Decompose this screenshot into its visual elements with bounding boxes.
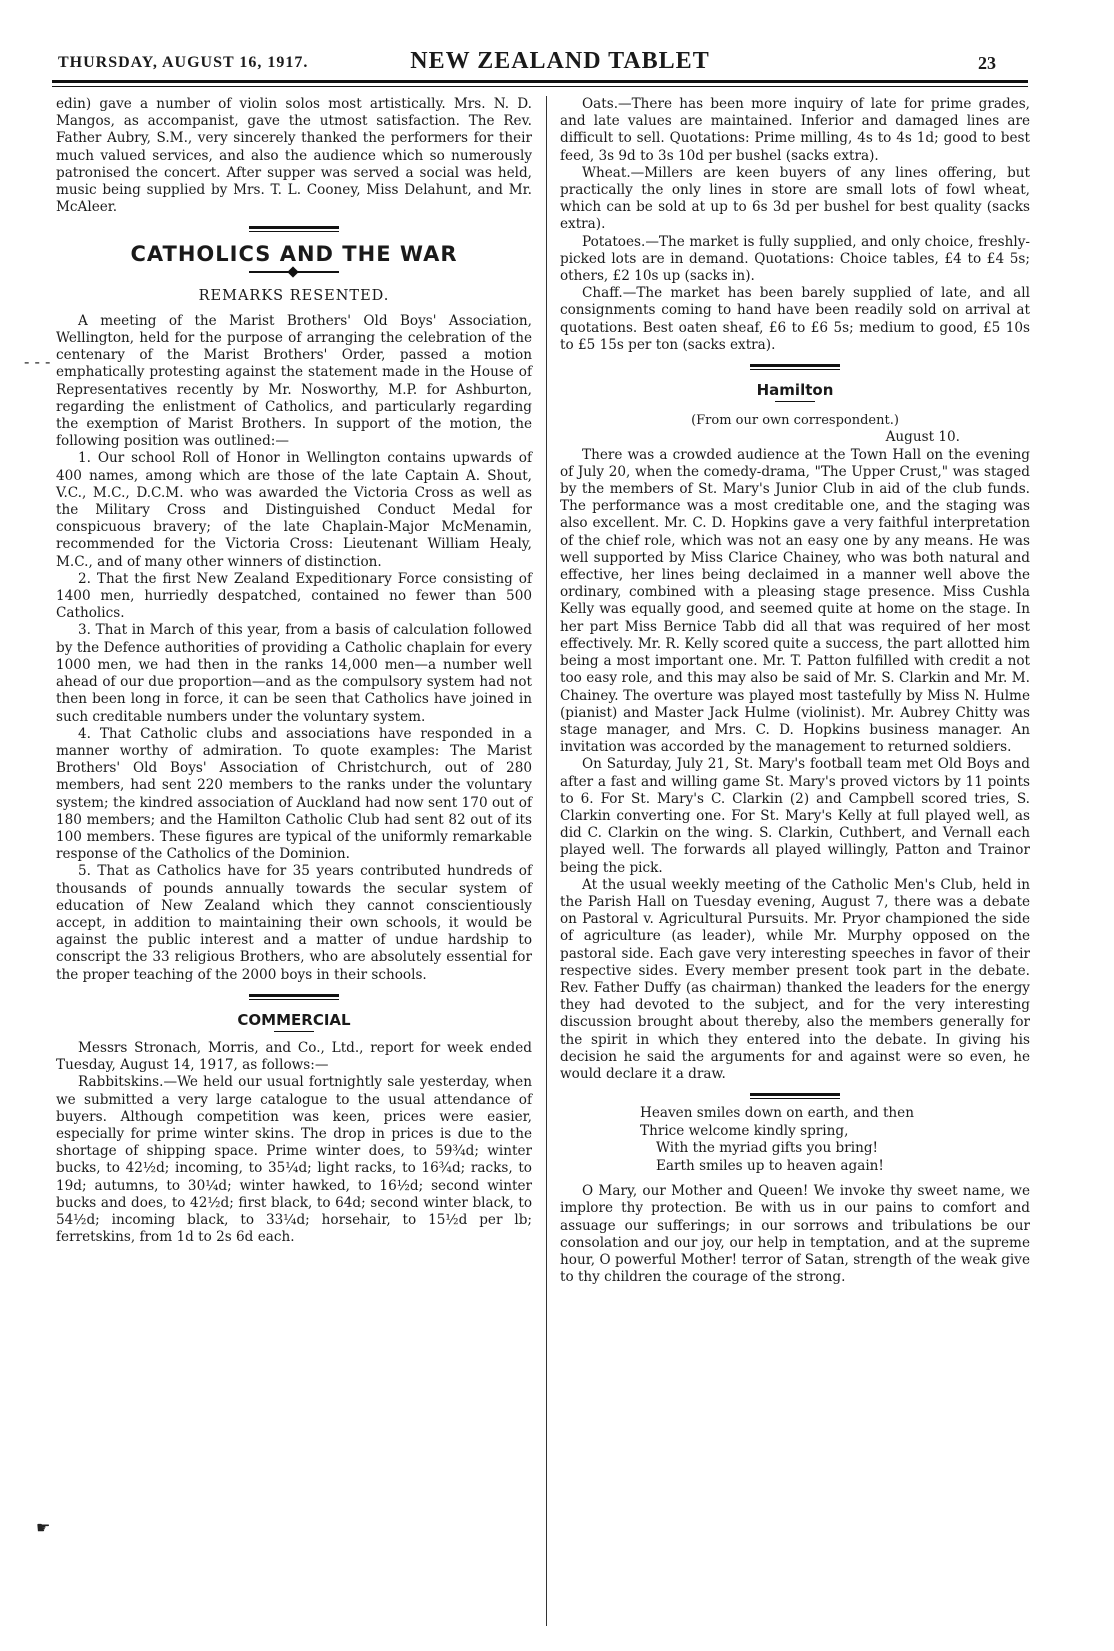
- title-underline: [274, 1031, 314, 1032]
- poem-line: Earth smiles up to heaven again!: [656, 1157, 884, 1174]
- header-date: THURSDAY, AUGUST 16, 1917.: [58, 54, 309, 71]
- article-paragraph: 3. That in March of this year, from a basis of calculation followed by the Defence authorities of providing a Catholic chaplain for every 1000 men, we had then in the ranks 14,000 men—a number well ahead of our due proportion—and as the compulsory system had not then been long in force, it can be seen that Catholics have joined in such creditable numbers under the voluntary system.: [56, 622, 532, 725]
- commercial-paragraph: Chaff.—The market has been barely supplied of late, and all consignments coming to hand have been readily sold on arrival at quotations. Best oaten sheaf, £6 to £6 5s; medium to good, £5 10s to £5 15s per ton (sacks extra).: [560, 285, 1030, 353]
- article-paragraph: Rabbitskins.—We held our usual fortnightly sale yesterday, when we submitted a very large catalogue to the usual attendance of buyers. Although competition was keen, prices were easier, especially for prime winter skins. The drop in prices is due to the shortage of shipping space. Prime winter does, to 59¾d; winter bucks, to 42½d; incoming, to 35¼d; light racks, to 16¾d; racks, to 19d; autumns, to 30¼d; winter hawked, to 16½d; second winter bucks and does, to 42½d; first black, to 64d; second winter black, to 54½d; incoming black, to 33¼d; horsehair, to 15½d per lb; ferretskins, from 1d to 2s 6d each.: [56, 1074, 532, 1246]
- section-divider: [750, 1093, 840, 1099]
- article-paragraph: A meeting of the Marist Brothers' Old Boys' Association, Wellington, held for the purpose of arranging the celebration of the centenary of the Marist Brothers' Order, passed a motion emphatically protesting against the statement made in the House of Representatives recently by Mr. Nosworthy, M.P. for Ashburton, regarding the enlistment of Catholics, and particularly regarding the exemption of Marist Brothers. In support of the motion, the following position was outlined:—: [56, 312, 532, 450]
- section-divider: [249, 226, 339, 232]
- commercial-paragraph: Potatoes.—The market is fully supplied, and only choice, freshly-picked lots are in demand. Quotations: Choice tables, £4 to £4 5s; others, £2 10s up (sacks in).: [560, 233, 1030, 285]
- right-column: [560, 96, 1030, 1286]
- poem-line: Thrice welcome kindly spring,: [640, 1122, 849, 1139]
- article-subtitle: REMARKS RESENTED.: [198, 287, 390, 304]
- title-ornament: [249, 268, 339, 276]
- header-rule-thin: [52, 86, 1028, 87]
- article-paragraph: 2. That the first New Zealand Expeditionary Force consisting of 1400 men, hurriedly despatched, contained no fewer than 500 Catholics.: [56, 570, 532, 622]
- intro-paragraph: edin) gave a number of violin solos most artistically. Mrs. N. D. Mangos, as accompanist, gave the utmost satisfaction. The Rev. Father Aubry, S.M., very sincerely thanked the performers for their much valued services, and also the audience which so numerously patronised the concert. After supper was served a social was held, music being supplied by Mrs. T. L. Cooney, Miss Delahunt, and Mr. McAleer.: [56, 96, 532, 216]
- article-paragraph: 5. That as Catholics have for 35 years contributed hundreds of thousands of pounds annually towards the secular system of education of New Zealand which they cannot conscientiously accept, in addition to maintaining their own schools, it would be against the public interest and a matter of undue hardship to conscript the 33 religious Brothers, who are absolutely essential for the proper teaching of the 2000 boys in their schools.: [56, 863, 532, 983]
- article-paragraph: At the usual weekly meeting of the Catholic Men's Club, held in the Parish Hall on Tuesday evening, August 7, there was a debate on Pastoral v. Agricultural Pursuits. Mr. Pryor championed the side of agriculture (as leader), while Mr. Murphy opposed on the pastoral side. Each gave very interesting speeches in favor of their respective sides. Every member present took part in the debate. Rev. Father Duffy (as chairman) thanked the leaders for the energy they had devoted to the subject, and for the very interesting discussion brought about thereby, also the members generally for the spirit in which they entered into the debate. In giving his decision he said the arguments for and against were so even, he would declare it a draw.: [560, 876, 1030, 1082]
- correspondent-line: (From our own correspondent.): [691, 413, 899, 429]
- column-divider: [546, 96, 547, 1626]
- article-title: CATHOLICS AND THE WAR: [130, 242, 458, 267]
- article-paragraph: 4. That Catholic clubs and associations have responded in a manner worthy of admiration. To quote examples: The Marist Brothers' Old Boys' Association of Christchurch, out of 280 members, had sent 220 members to the ranks under the voluntary system; the kindred association of Auckland had now sent 170 out of 180 members; and the Hamilton Catholic Club had sent 82 out of its 100 members. These figures are typical of the uniformly remarkable response of the Catholics of the Dominion.: [56, 725, 532, 863]
- page-number: 23: [978, 53, 996, 73]
- section-divider: [249, 994, 339, 1000]
- article-paragraph: There was a crowded audience at the Town Hall on the evening of July 20, when the comedy-drama, "The Upper Crust," was staged by the members of St. Mary's Junior Club in aid of the club funds. The performance was a most creditable one, and the staging was also excellent. Mr. C. D. Hopkins gave a very faithful interpretation of the chief role, which was not an easy one by any means. He was well supported by Miss Clarice Chainey, who was both natural and effective, her lines being declaimed in a manner well above the ordinary, combined with a pleasing stage presence. Miss Cushla Kelly was equally good, and seemed quite at home on the stage. In her part Miss Bernice Tabb did all that was required of her most effectively. Mr. R. Kelly scored quite a success, the part allotted him being a most important one. Mr. T. Patton fulfilled with credit a not too easy role, and this may also be said of Mr. S. Clarkin and Mr. M. Chainey. The overture was played most tastefully by Miss N. Hulme (pianist) and Master Jack Hulme (violinist). Mr. Aubrey Chitty was stage manager, and Mrs. C. D. Hopkins business manager. An invitation was accorded by the management to returned soldiers.: [560, 446, 1030, 756]
- masthead-title: NEW ZEALAND TABLET: [410, 48, 710, 74]
- poem: [640, 1105, 1030, 1175]
- commercial-paragraph: Oats.—There has been more inquiry of late for prime grades, and late values are maintained. Inferior and damaged lines are difficult to sell. Quotations: Prime milling, 4s to 4s 1d; good to best feed, 3s 9d to 3s 10d per bushel (sacks extra).: [560, 96, 1030, 164]
- header-rule: [52, 80, 1028, 83]
- dateline: August 10.: [885, 429, 960, 446]
- section-divider: [750, 364, 840, 370]
- title-underline: [775, 401, 815, 402]
- left-column: [56, 96, 532, 1246]
- article-paragraph: On Saturday, July 21, St. Mary's football team met Old Boys and after a fast and willing game St. Mary's proved victors by 11 points to 6. For St. Mary's C. Clarkin (2) and Campbell scored tries, S. Clarkin converting one. For St. Mary's Kelly at full played well, as did C. Clarkin on the wing. S. Clarkin, Cuthbert, and Vernall each played well. The forwards all played willingly, Patton and Trainor being the pick.: [560, 756, 1030, 876]
- poem-line: With the myriad gifts you bring!: [656, 1140, 878, 1157]
- article-paragraph: 1. Our school Roll of Honor in Wellington contains upwards of 400 names, among which are those of the late Captain A. Shout, V.C., M.C., D.C.M. who was awarded the Victoria Cross as well as the Military Cross and Distinguished Conduct Medal for conspicuous bravery; of the late Chaplain-Major McMenamin, recommended for the Victoria Cross: Lieutenant William Healy, M.C., and of many other winners of distinction.: [56, 450, 532, 570]
- poem-line: Heaven smiles down on earth, and then: [640, 1105, 914, 1122]
- margin-dash-mark: - - -: [24, 352, 51, 371]
- section-title-hamilton: Hamilton: [756, 381, 834, 400]
- article-paragraph: Messrs Stronach, Morris, and Co., Ltd., report for week ended Tuesday, August 14, 1917, as follows:—: [56, 1039, 532, 1074]
- commercial-paragraph: Wheat.—Millers are keen buyers of any lines offering, but practically the only lines in store are small lots of fowl wheat, which can be sold at up to 6s 3d per bushel for best quality (sacks extra).: [560, 164, 1030, 233]
- section-title-commercial: COMMERCIAL: [237, 1010, 351, 1029]
- pointing-hand-icon: ☛: [36, 1518, 51, 1537]
- prayer-paragraph: O Mary, our Mother and Queen! We invoke thy sweet name, we implore thy protection. Be with us in our pains to comfort and assuage our sufferings; in our sorrows and tribulations be our consolation and our joy, our help in temptation, and at the supreme hour, O powerful Mother! terror of Satan, strength of the weak give to thy children the courage of the strong.: [560, 1183, 1030, 1286]
